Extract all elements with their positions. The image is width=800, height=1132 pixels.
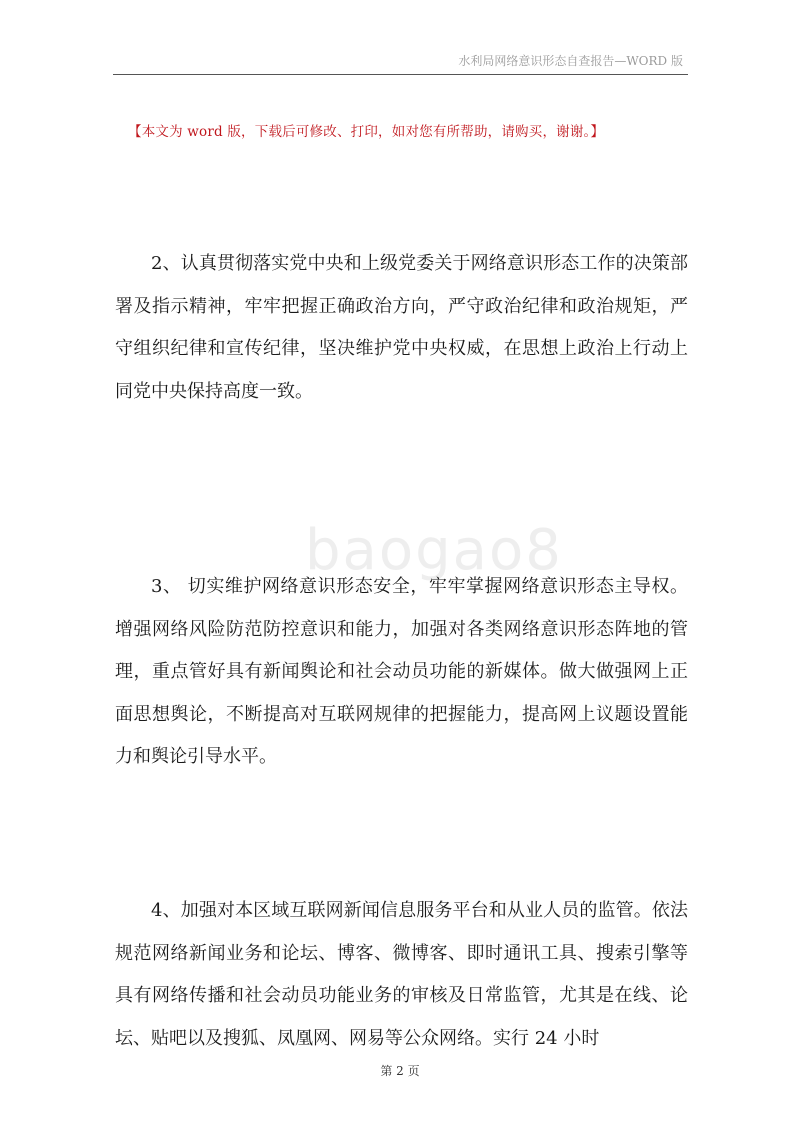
header-divider <box>113 74 688 75</box>
purchase-notice: 【本文为 word 版，下载后可修改、打印，如对您有所帮助，请购买，谢谢。】 <box>128 124 605 140</box>
paragraph-item-3: 3、 切实维护网络意识形态安全，牢牢掌握网络意识形态主导权。增强网络风险防范防控意识和能力，加强对各类网络意识形态阵地的管理，重点管好具有新闻舆论和社会动员功能的新媒体。做大做强网上正面思想舆论，不断提高对互联网规律的把握能力，提高网上议题设置能力和舆论引导水平。 <box>115 576 688 767</box>
page-header-title: 水利局网络意识形态自查报告—WORD 版 <box>458 54 683 68</box>
paragraph-item-4: 4、加强对本区域互联网新闻信息服务平台和从业人员的监管。依法规范网络新闻业务和论坛、博客、微博客、即时通讯工具、搜索引擎等具有网络传播和社会动员功能业务的审核及日常监管，尤其是在线、论坛、贴吧以及搜狐、凤凰网、网易等公众网络。实行 24 小时 <box>115 900 688 1049</box>
page-number: 第 2 页 <box>380 1064 420 1078</box>
watermark: baogao8 <box>305 518 563 583</box>
paragraph-item-2: 2、认真贯彻落实党中央和上级党委关于网络意识形态工作的决策部署及指示精神，牢牢把握正确政治方向，严守政治纪律和政治规矩，严守组织纪律和宣传纪律，坚决维护党中央权威，在思想上政治上行动上同党中央保持高度一致。 <box>115 253 688 402</box>
